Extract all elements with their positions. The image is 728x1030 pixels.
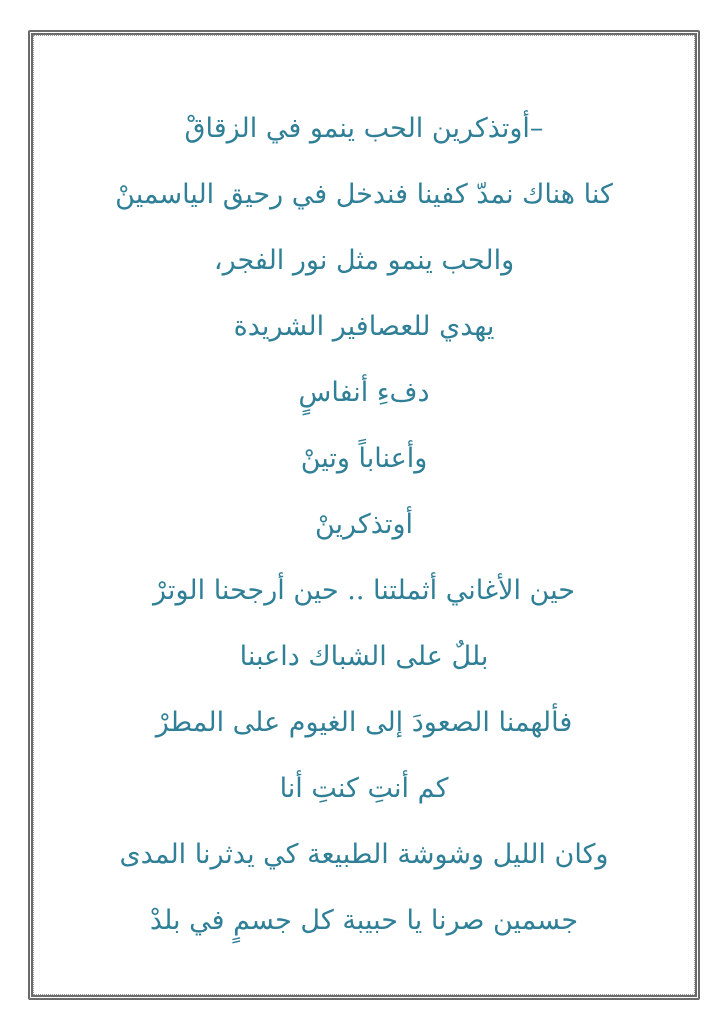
poem-line-13: جسمين صرنا يا حبيبة كل جسمٍ في بلدْ [149,905,579,936]
poem-line-10: فألهمنا الصعودَ إلى الغيوم على المطرْ [155,707,573,738]
poem-line-3: والحب ينمو مثل نور الفجر، [213,245,515,276]
poem-line-4: يهدي للعصافير الشريدة [233,311,495,342]
poem-line-6: وأعناباً وتينْ [300,443,428,474]
poem-line-8: حين الأغاني أثملتنا .. حين أرجحنا الوترْ [153,575,575,606]
poem-body [60,96,668,954]
poem-line-1: –أوتذكرين الحب ينمو في الزقاقْ [184,113,544,144]
poem-line-5: دفءِ أنفاسٍ [298,377,430,408]
poem-line-2: كنا هناك نمدّ كفينا فندخل في رحيق الياسمينْ [115,179,613,210]
poem-line-12: وكان الليل وشوشة الطبيعة كي يدثرنا المدى [119,839,609,870]
poem-line-9: بللٌ على الشباك داعبنا [239,641,489,672]
poem-line-7: أوتذكرينْ [314,509,414,540]
poem-line-11: كم أنتِ كنتِ أنا [279,773,449,804]
